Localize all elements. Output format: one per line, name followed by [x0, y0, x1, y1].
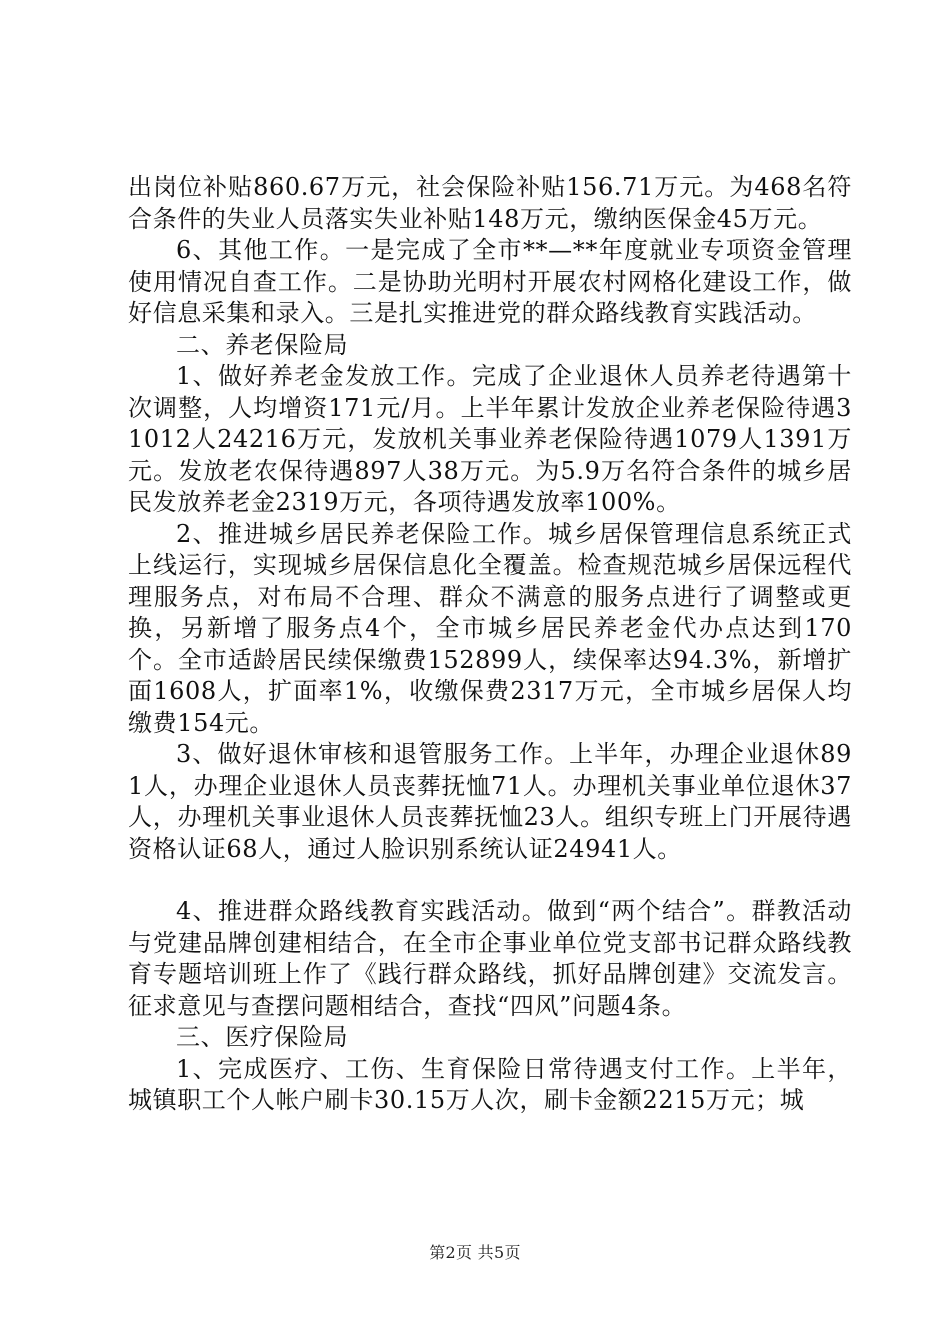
paragraph-medical-payment: 1、完成医疗、工伤、生育保险日常待遇支付工作。上半年，城镇职工个人帐户刷卡30.15万人次，刷卡金额2215万元；城 — [128, 1054, 852, 1114]
paragraph-rural-urban-pension: 2、推进城乡居民养老保险工作。城乡居保管理信息系统正式上线运行，实现城乡居保信息化全覆盖。检查规范城乡居保远程代理服务点，对布局不合理、群众不满意的服务点进行了调整或更换，另新增了服务点4个，全市城乡居民养老金代办点达到170个。全市适龄居民续保缴费152899人，续保率达94.3%，新增扩面1608人，扩面率1%，收缴保费2317万元，全市城乡居保人均缴费154元。 — [128, 519, 852, 737]
paragraph-other-work: 6、其他工作。一是完成了全市**—**年度就业专项资金管理使用情况自查工作。二是协助光明村开展农村网格化建设工作，做好信息采集和录入。三是扎实推进党的群众路线教育实践活动。 — [128, 236, 852, 327]
paragraph-continuation: 出岗位补贴860.67万元，社会保险补贴156.71万元。为468名符合条件的失业人员落实失业补贴148万元，缴纳医保金45万元。 — [128, 173, 852, 233]
section-heading-pension-bureau: 二、养老保险局 — [176, 330, 349, 359]
paragraph-mass-line-education: 4、推进群众路线教育实践活动。做到“两个结合”。群教活动与党建品牌创建相结合，在全市企事业单位党支部书记群众路线教育专题培训班上作了《践行群众路线，抓好品牌创建》交流发言。征求意见与查摆问题相结合，查找“四风”问题4条。 — [128, 897, 852, 1020]
paragraph-gap — [128, 865, 852, 896]
paragraph-pension-payment: 1、做好养老金发放工作。完成了企业退休人员养老待遇第十次调整，人均增资171元/月。上半年累计发放企业养老保险待遇31012人24216万元，发放机关事业养老保险待遇1079人1391万元。发放老农保待遇897人38万元。为5.9万名符合条件的城乡居民发放养老金2319万元，各项待遇发放率100%。 — [128, 362, 852, 516]
paragraph-retirement-review: 3、做好退休审核和退管服务工作。上半年，办理企业退休891人，办理企业退休人员丧葬抚恤71人。办理机关事业单位退休37人，办理机关事业退休人员丧葬抚恤23人。组织专班上门开展待遇资格认证68人，通过人脸识别系统认证24941人。 — [128, 740, 852, 863]
page-number-footer: 第2页 共5页 — [429, 1243, 521, 1262]
document-body — [128, 172, 852, 1117]
section-heading-medical-bureau: 三、医疗保险局 — [176, 1023, 349, 1051]
